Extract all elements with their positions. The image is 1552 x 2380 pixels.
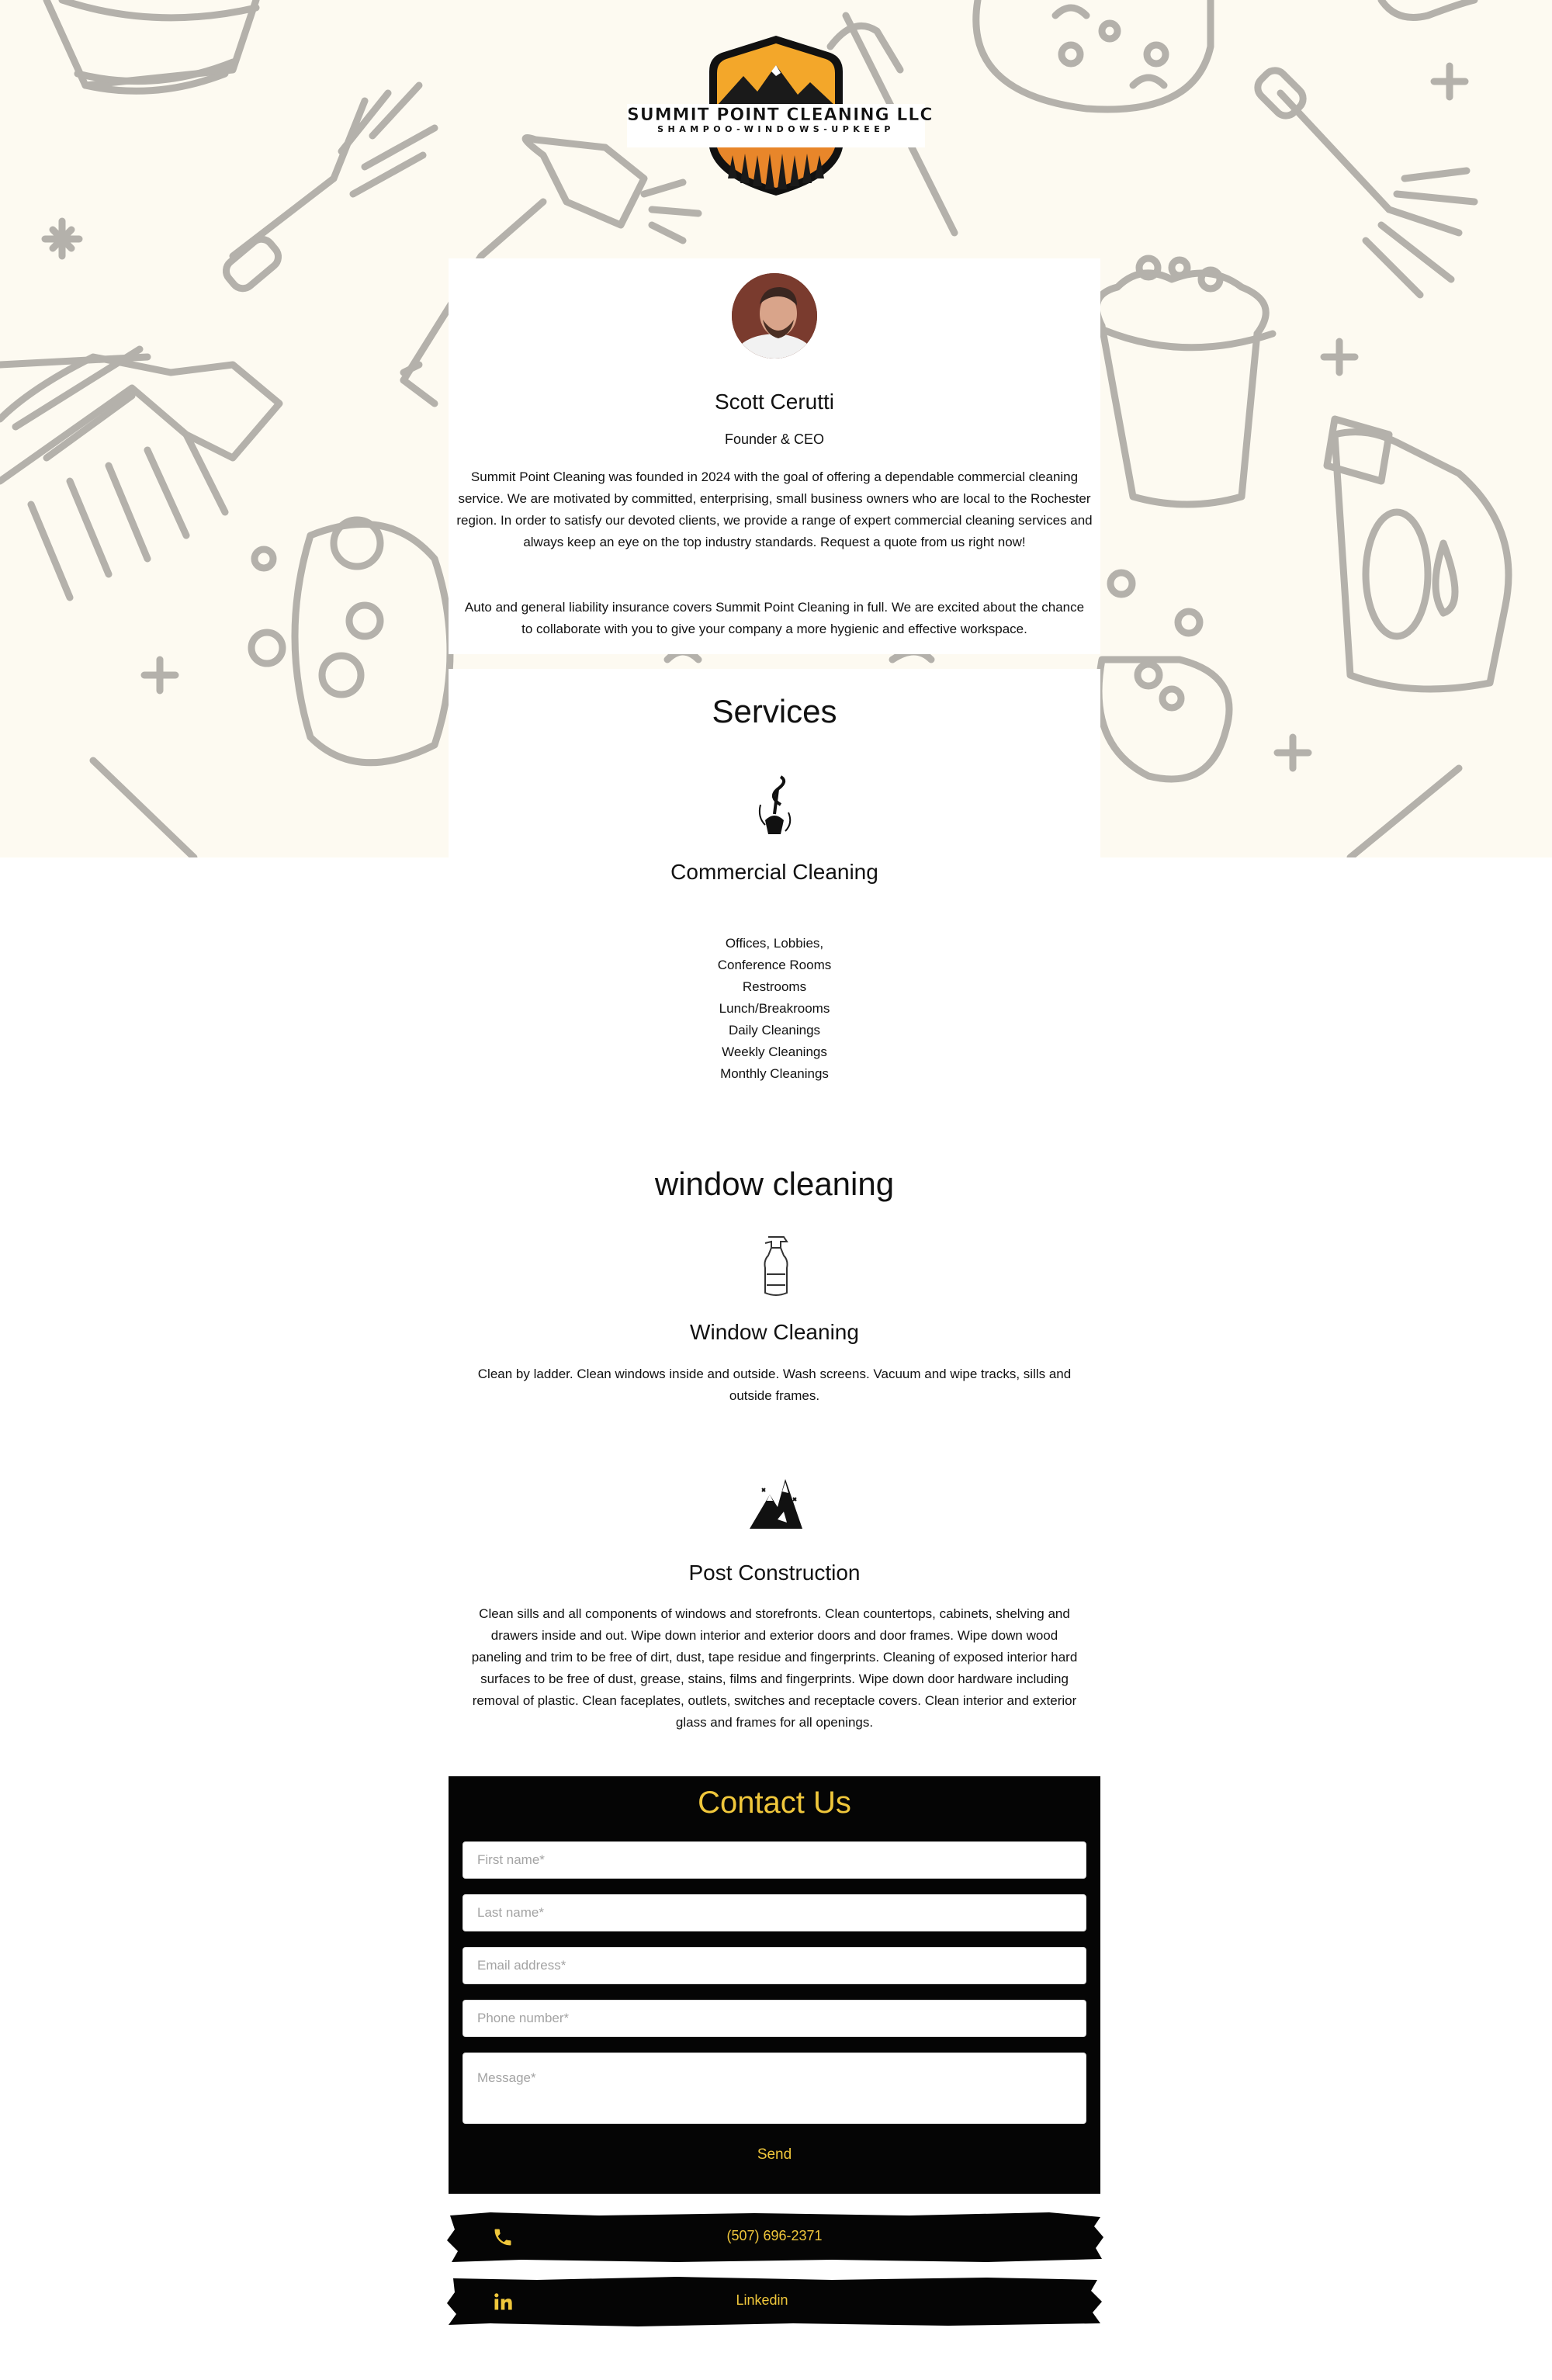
founder-avatar [732,273,817,359]
last-name-field[interactable] [462,1894,1086,1931]
broom-icon [754,774,798,839]
list-item: Offices, Lobbies, [725,936,824,951]
spray-bottle-icon [757,1234,795,1299]
brand-tagline: SHAMPOO-WINDOWS-UPKEEP [657,124,895,134]
phone-button[interactable] [444,2211,1105,2264]
contact-title: Contact Us [698,1786,851,1820]
insurance-paragraph: Auto and general liability insurance covers Summit Point Cleaning in full. We are excited about the chance to collaborate with you to give your company a more hygienic and effective workspace. [464,600,1085,636]
window-cleaning-heading: window cleaning [654,1166,895,1202]
list-item: Weekly Cleanings [722,1044,827,1059]
founder-name: Scott Cerutti [714,390,835,414]
linkedin-button[interactable] [444,2275,1105,2328]
email-field[interactable] [462,1947,1086,1984]
phone-number-label: (507) 696-2371 [726,2228,823,2243]
list-item: Monthly Cleanings [720,1066,829,1081]
linkedin-label: Linkedin [736,2292,788,2308]
post-construction-description: Clean sills and all components of windows and storefronts. Clean countertops, cabinets, shelving and drawers inside and out. Wipe down interior and exterior doors and door frames. Wipe down wood paneling and trim to be free of dirt, dust, tape residue and fingerprints. Cleaning of exposed interior hard surfaces to be free of dust, grease, stains, films and fingerprints. Wipe down door hardware including removal of plastic. Clean faceplates, outlets, switches and receptacle covers. Clean interior and exterior glass and frames for all openings. [471,1606,1078,1730]
send-button[interactable]: Send [736,2141,813,2169]
post-construction-title: Post Construction [688,1561,861,1585]
window-cleaning-description: Clean by ladder. Clean windows inside and outside. Wash screens. Vacuum and wipe tracks, sills and outside frames. [477,1367,1072,1403]
first-name-field[interactable] [462,1841,1086,1879]
list-item: Restrooms [742,979,807,994]
message-field[interactable] [462,2053,1086,2124]
list-item: Conference Rooms [717,958,832,972]
mountain-icon [747,1474,805,1533]
founder-role: Founder & CEO [724,431,825,447]
founder-portrait-icon [732,273,817,359]
phone-field[interactable] [462,2000,1086,2037]
services-heading: Services [712,693,837,729]
commercial-cleaning-list [658,933,891,1085]
brand-name: SUMMIT POINT CLEANING LLC [627,106,934,125]
about-paragraph: Summit Point Cleaning was founded in 2024 with the goal of offering a dependable commercial cleaning service. We are motivated by committed, enterprising, small business owners who are local to the Rochester region. In order to satisfy our devoted clients, we provide a range of expert commercial cleaning services and always keep an eye on the top industry standards. Request a quote from us right now! [456,469,1093,549]
window-cleaning-title: Window Cleaning [690,1320,859,1344]
list-item: Daily Cleanings [728,1023,821,1038]
list-item: Lunch/Breakrooms [719,1001,830,1016]
company-logo [627,31,934,202]
commercial-cleaning-title: Commercial Cleaning [670,860,878,884]
contact-form [449,1776,1100,2194]
